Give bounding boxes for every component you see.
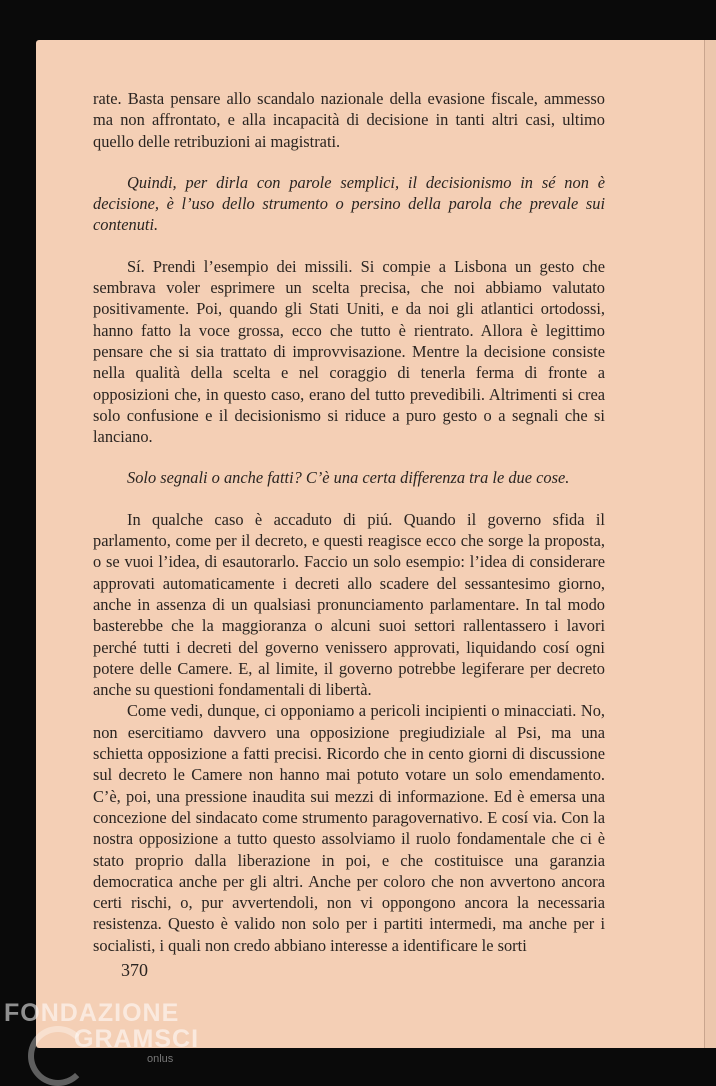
watermark-logo xyxy=(4,1000,199,1052)
interview-answer: In qualche caso è accaduto di piú. Quando il governo sfida il parlamento, come per il decreto, e questi reagisce ecco che sorge la proposta, o se vuoi l’idea, di esautorarlo. Faccio un solo esempio: l’idea di considerare approvati automaticamente i decreti allo scadere del sessantesimo giorno, anche in assenza di un qualsiasi pronunciamento parlamentare. In tal modo basterebbe che la maggioranza o alcuni suoi settori rallentassero i lavori perché tutti i decreti del governo venissero approvati, liquidando cosí ogni potere delle Camere. E, al limite, il governo potrebbe legiferare per decreto anche su questioni fondamentali di libertà. xyxy=(93,509,605,700)
page-number: 370 xyxy=(121,960,148,980)
watermark-line1: FONDAZIONE xyxy=(4,999,180,1027)
page-edge xyxy=(704,40,716,1048)
interview-question: Solo segnali o anche fatti? C’è una certa differenza tra le due cose. xyxy=(127,468,570,488)
paragraph-continuation: rate. Basta pensare allo scandalo nazionale della evasione fiscale, ammesso ma non affrontato, e alla incapacità di decisione in tanti altri casi, ultimo quello delle retribuzioni ai magistrati. xyxy=(93,89,605,151)
interview-question: Quindi, per dirla con parole semplici, il decisionismo in sé non è decisione, è l’uso dello strumento o persino della parola che prevale sui contenuti. xyxy=(93,172,605,235)
watermark-tag: onlus xyxy=(147,1053,174,1065)
interview-answer: Sí. Prendi l’esempio dei missili. Si compie a Lisbona un gesto che sembrava voler esprimere un scelta precisa, che noi abbiamo valutato positivamente. Poi, quando gli Stati Uniti, e da noi gli atlantici ortodossi, hanno fatto la voce grossa, ecco che tutto è rientrato. Allora è legittimo pensare che si sia trattato di improvvisazione. Mentre la decisione consiste nella qualità della scelta e nel coraggio di tenerla ferma di fronte a opposizioni che, in questo caso, erano del tutto prevedibili. Altrimenti si crea solo confusione e il decisionismo si riduce a puro gesto o a segnali che si lanciano. xyxy=(93,256,605,447)
interview-answer: Come vedi, dunque, ci opponiamo a pericoli incipienti o minacciati. No, non esercitiamo davvero una opposizione pregiudiziale al Psi, ma una schietta opposizione a fatti precisi. Ricordo che in cento giorni di discussione sul decreto le Camere non hanno mai potuto votare un solo emendamento. C’è, poi, una pressione inaudita sui mezzi di informazione. Ed è emersa una concezione del sindacato come strumento paragovernativo. E cosí via. Con la nostra opposizione a tutto questo assolviamo il ruolo fondamentale che ci è stato proprio dalla liberazione in poi, e che costituisce una garanzia democratica anche per gli altri. Anche per coloro che non avvertono ancora certi rischi, o, pur avvertendoli, non vi oppongono ancora la necessaria resistenza. Questo è valido non solo per i partiti intermedi, ma anche per i socialisti, i quali non credo abbiano interesse a identificare le sorti xyxy=(93,701,605,955)
watermark-line2: GRAMSCI xyxy=(74,1025,200,1053)
body-text xyxy=(93,88,605,956)
